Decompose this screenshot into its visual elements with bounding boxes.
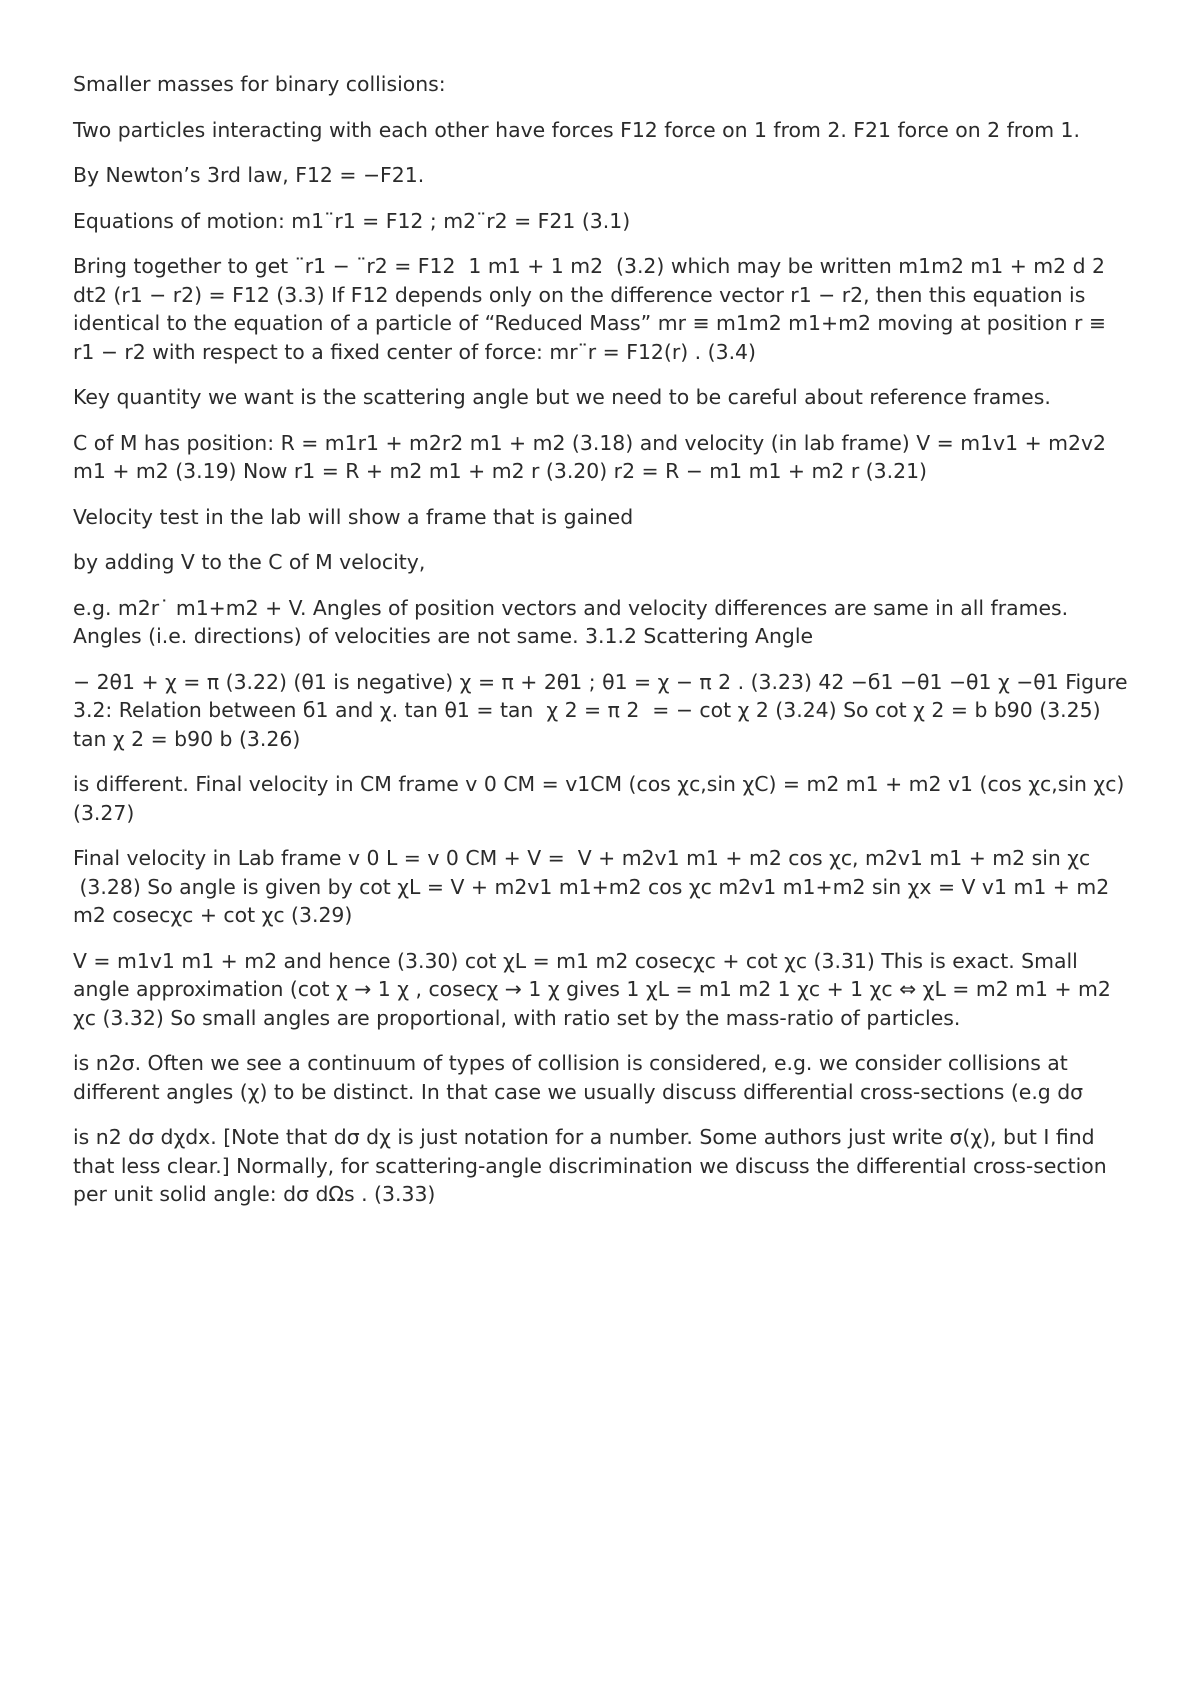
paragraph-newton-third-law: By Newton’s 3rd law, F12 = −F21. xyxy=(73,163,425,187)
paragraph-center-of-mass: C of M has position: R = m1r1 + m2r2 m1 + m2 (3.18) and velocity (in lab frame) V = m1v1 + m2v2 m1 + m2 (3.19) Now r1 = R + m2 m1 + m2 r (3.20) r2 = R − m1 m1 + m2 r (3.21) xyxy=(73,430,1107,483)
paragraph-reduced-mass: Bring together to get ¨r1 − ¨r2 = F12 1 m1 + 1 m2 (3.2) which may be written m1m2 m1 + m2 d 2 dt2 (r1 − r2) = F12 (3.3) If F12 depends only on the difference vector r1 − r2, then this equation is identical to the equation of a particle of “Reduced Mass” mr ≡ m1m2 m1+m2 moving at position r ≡ r1 − r2 with respect to a fixed center of force: mr¨r = F12(r) . (3.4) xyxy=(73,254,1107,364)
paragraph-continuum-collisions: is n2σ. Often we see a continuum of types of collision is considered, e.g. we consider collisions at different angles (χ) to be distinct. In that case we usually discuss differential cross-sections (e.g dσ xyxy=(73,1051,1084,1104)
paragraph-heading: Smaller masses for binary collisions: xyxy=(73,72,446,96)
paragraph-angles-frames: e.g. m2r˙ m1+m2 + V. Angles of position vectors and velocity differences are same in all frames. Angles (i.e. directions) of velocities are not same. 3.1.2 Scattering Angle xyxy=(73,595,1069,648)
paragraph-two-particles: Two particles interacting with each other have forces F12 force on 1 from 2. F21 force on 2 from 1. xyxy=(73,117,1081,142)
paragraph-final-velocity-cm: is different. Final velocity in CM frame v 0 CM = v1CM (cos χc,sin χC) = m2 m1 + m2 v1 (cos χc,sin χc) (3.27) xyxy=(73,772,1125,825)
paragraph-differential-cross-section: is n2 dσ dχdx. [Note that dσ dχ is just notation for a number. Some authors just write σ(χ), but I find that less clear.] Normally, for scattering-angle discrimination we discuss the differential cross-section per unit solid angle: dσ dΩs . (3.33) xyxy=(73,1125,1107,1206)
paragraph-equations-of-motion: Equations of motion: m1¨r1 = F12 ; m2¨r2 = F21 (3.1) xyxy=(73,208,631,233)
paragraph-key-quantity: Key quantity we want is the scattering angle but we need to be careful about reference frames. xyxy=(73,385,1051,409)
paragraph-scattering-angle-relation: − 2θ1 + χ = π (3.22) (θ1 is negative) χ = π + 2θ1 ; θ1 = χ − π 2 . (3.23) 42 −б1 −θ1 −θ1 χ −θ1 Figure 3.2: Relation between б1 and χ. tan θ1 = tan χ 2 = π 2 = − cot χ 2 (3.24) So cot χ 2 = b b90 (3.25) tan χ 2 = b90 b (3.26) xyxy=(73,669,1128,751)
paragraph-small-angle-approximation: V = m1v1 m1 + m2 and hence (3.30) cot χL = m1 m2 cosecχc + cot χc (3.31) This is exact. Small angle approximation (cot χ → 1 χ , cosecχ → 1 χ gives 1 χL = m1 m2 1 χc + 1 χc ⇔ χL = m2 m1 + m2 χc (3.32) So small angles are proportional, with ratio set by the mass-ratio of particles. xyxy=(73,948,1111,1030)
paragraph-final-velocity-lab: Final velocity in Lab frame v 0 L = v 0 CM + V = V + m2v1 m1 + m2 cos χc, m2v1 m1 + m2 sin χc (3.28) So angle is given by cot χL = V + m2v1 m1+m2 cos χc m2v1 m1+m2 sin χx = V v1 m1 + m2 m2 cosecχc + cot χc (3.29) xyxy=(73,846,1110,927)
paragraph-velocity-test: Velocity test in the lab will show a frame that is gained xyxy=(73,504,634,529)
paragraph-adding-v: by adding V to the C of M velocity, xyxy=(73,550,426,574)
